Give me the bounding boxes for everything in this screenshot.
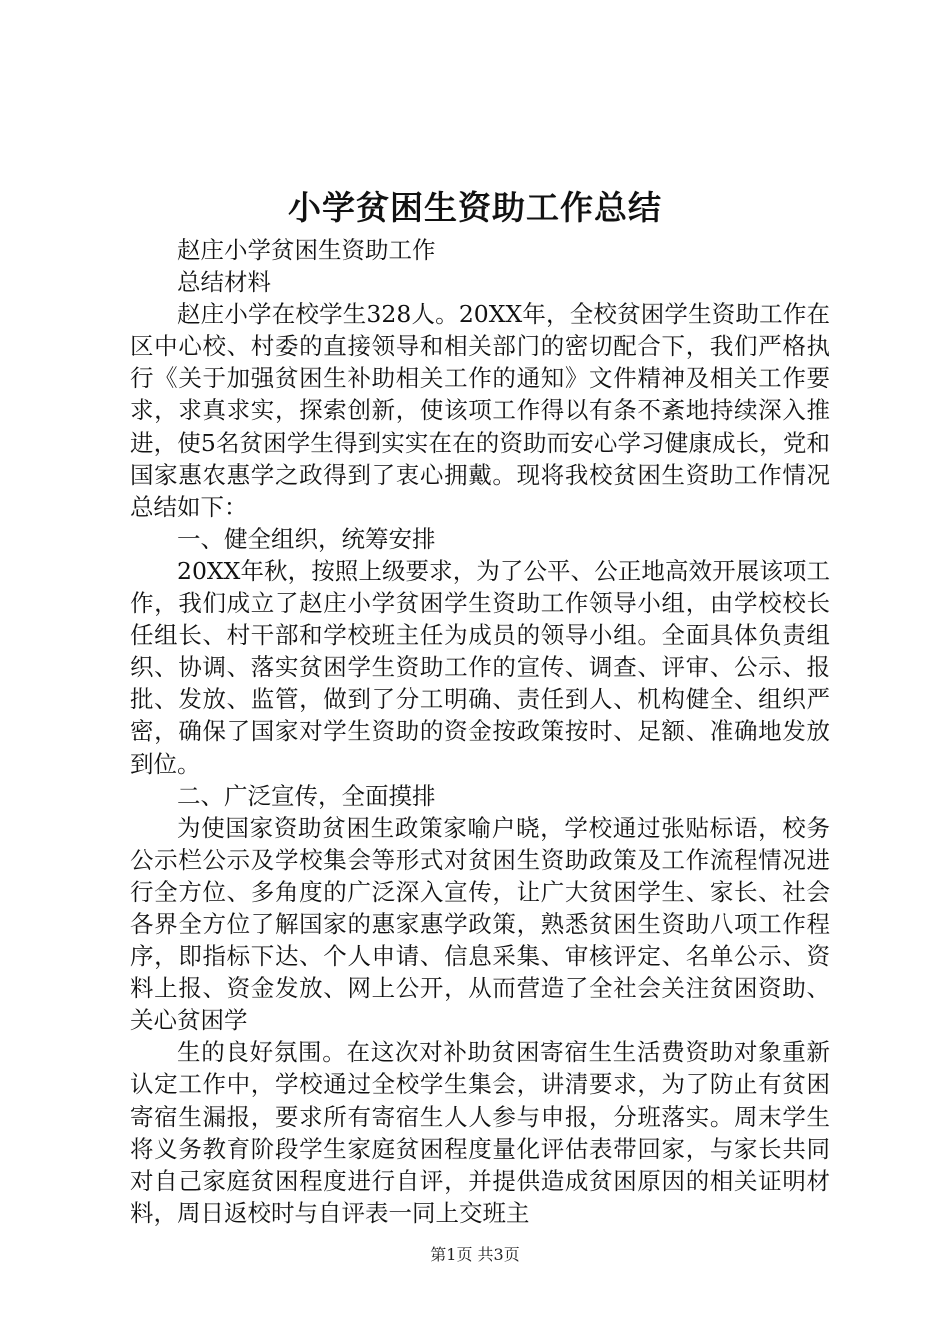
paragraph-section-1: 20XX年秋，按照上级要求，为了公平、公正地高效开展该项工作，我们成立了赵庄小学贫困学生资助工作领导小组，由学校校长任组长、村干部和学校班主任为成员的领导小组。全面具体负责组织、协调、落实贫困学生资助工作的宣传、调查、评审、公示、报批、发放、监管，做到了分工明确、责任到人、机构健全、组织严密，确保了国家对学生资助的资金按政策按时、足额、准确地发放到位。 <box>130 556 830 778</box>
paragraph-subtitle-line1: 赵庄小学贫困生资助工作 <box>177 236 436 264</box>
paragraph-intro: 赵庄小学在校学生328人。20XX年，全校贫困学生资助工作在区中心校、村委的直接领导和相关部门的密切配合下，我们严格执行《关于加强贫困生补助相关工作的通知》文件精神及相关工作要求，求真求实，探索创新，使该项工作得以有条不紊地持续深入推进，使5名贫困学生得到实实在在的资助而安心学习健康成长，党和国家惠农惠学之政得到了衷心拥戴。现将我校贫困生资助工作情况总结如下： <box>130 300 830 521</box>
paragraph-subtitle-line2: 总结材料 <box>177 268 271 297</box>
section-heading-1: 一、健全组织，统筹安排 <box>177 524 436 553</box>
paragraph-section-2a: 为使国家资助贫困生政策家喻户晓，学校通过张贴标语，校务公示栏公示及学校集会等形式对贫困生资助政策及工作流程情况进行全方位、多角度的广泛深入宣传，让广大贫困学生、家长、社会各界全方位了解国家的惠家惠学政策，熟悉贫困生资助八项工作程序，即指标下达、个人申请、信息采集、审核评定、名单公示、资料上报、资金发放、网上公开，从而营造了全社会关注贫困资助、关心贫困学 <box>130 813 830 1035</box>
page-footer: 第1页 共3页 <box>430 1245 520 1264</box>
document-title: 小学贫困生资助工作总结 <box>288 188 662 227</box>
paragraph-section-2b: 生的良好氛围。在这次对补助贫困寄宿生生活费资助对象重新认定工作中，学校通过全校学生集会，讲清要求，为了防止有贫困寄宿生漏报，要求所有寄宿生人人参与申报，分班落实。周末学生将义务教育阶段学生家庭贫困程度量化评估表带回家，与家长共同对自己家庭贫困程度进行自评，并提供造成贫困原因的相关证明材料，周日返校时与自评表一同上交班主 <box>130 1038 830 1227</box>
document-body <box>130 234 830 1229</box>
section-heading-2: 二、广泛宣传，全面摸排 <box>177 781 436 810</box>
